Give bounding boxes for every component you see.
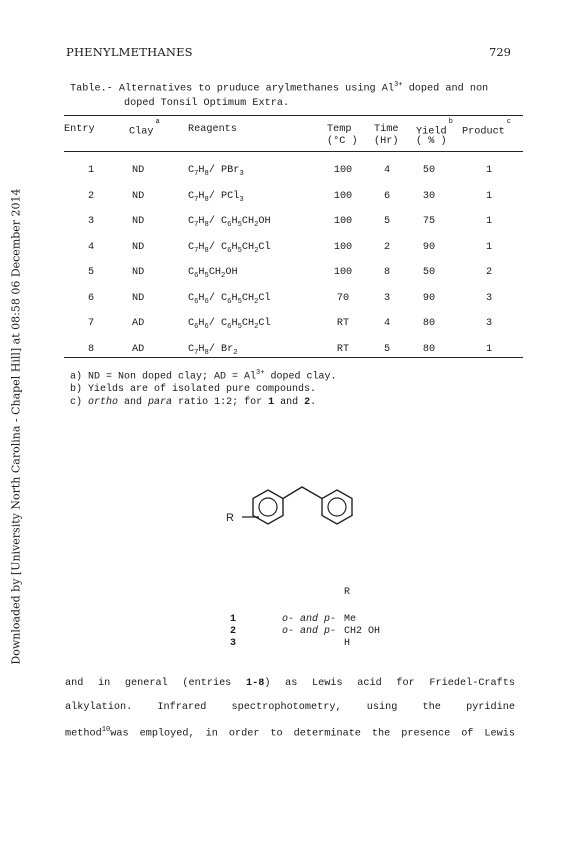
cell-temp: 100 (333, 241, 353, 253)
cell-product: 1 (485, 241, 493, 253)
cell-reagents: $C_7H_8/$ PCl$_3$ (188, 190, 244, 204)
body-line-2: alkylation. Infrared spectrophotometry, using the pyridine (65, 701, 515, 713)
cell-time: 3 (383, 292, 391, 304)
cell-reagents: $C_6H_6/$ $C_6H_5CH_2Cl$ (188, 318, 271, 332)
methylene-bridge (283, 487, 322, 499)
running-head: PHENYLMETHANES (66, 45, 193, 59)
compound-substituent: Me (344, 614, 357, 625)
cell-reagents: $C_6H_5CH_2OH$ (188, 267, 238, 281)
cell-temp: RT (336, 343, 350, 355)
cell-time: 6 (383, 190, 391, 202)
cell-temp: 100 (333, 267, 353, 278)
cell-entry: 5 (87, 267, 95, 278)
cell-clay: ND (132, 267, 145, 278)
cell-product: 3 (485, 318, 493, 329)
compound-number: 1 (230, 614, 237, 625)
compound-number: 3 (230, 638, 237, 649)
cell-reagents: $C_6H_6/$ $C_6H_5CH_2Cl$ (188, 292, 271, 306)
cell-time: 5 (383, 343, 391, 355)
cell-yield: 90 (422, 292, 436, 304)
cell-temp: 100 (333, 165, 353, 176)
download-watermark: Downloaded by [University North Carolina - Chapel Hill] at 08:58 06 December 2014 (9, 188, 23, 665)
header-yield: Yield$^b$ (416, 118, 453, 138)
diphenylmethane-structure (220, 478, 380, 553)
table-bottom-rule (64, 357, 523, 358)
table-caption (70, 78, 488, 111)
cell-clay: ND (132, 165, 145, 176)
cell-entry: 2 (87, 190, 95, 202)
caption-line1-end: doped and non (402, 83, 489, 95)
footnote-b: b) Yields are of isolated pure compounds. (70, 384, 317, 396)
cell-entry: 8 (87, 343, 95, 355)
cell-temp: RT (336, 318, 350, 329)
table-top-rule (64, 115, 523, 116)
cell-clay: ND (132, 216, 145, 227)
cell-product: 2 (485, 267, 493, 278)
cell-yield: 50 (422, 165, 436, 176)
compound-substituent: H (344, 638, 351, 649)
header-clay-note: a (155, 118, 160, 126)
caption-line1: Table.- Alternatives to pruduce arylmethanes using Al (70, 83, 395, 95)
compound-position: o- and p- (282, 626, 337, 637)
header-entry: Entry (64, 124, 95, 135)
header-time: Time (374, 124, 399, 135)
cell-yield: 50 (422, 267, 436, 278)
substituent-r-label: R (226, 512, 234, 524)
cell-entry: 3 (87, 216, 95, 227)
cell-time: 8 (383, 267, 391, 278)
cell-product: 1 (485, 343, 493, 355)
cell-reagents: $C_7H_8/$ $C_6H_5CH_2Cl$ (188, 241, 271, 255)
compound-position: o- and p- (282, 614, 337, 625)
cell-clay: ND (132, 292, 145, 304)
cell-product: 1 (485, 216, 493, 227)
cell-reagents: $C_7H_8/$ $C_6H_5CH_2OH$ (188, 216, 271, 230)
cell-yield: 90 (422, 241, 436, 253)
cell-entry: 1 (87, 165, 95, 176)
cell-temp: 100 (333, 190, 353, 202)
cell-product: 3 (485, 292, 493, 304)
caption-superscript: 3+ (394, 81, 403, 89)
right-benzene-ring (322, 490, 352, 524)
table-header-rule (64, 151, 523, 152)
cell-clay: AD (132, 343, 145, 355)
cell-clay: ND (132, 241, 145, 253)
cell-yield: 80 (422, 318, 436, 329)
cell-time: 2 (383, 241, 391, 253)
header-temp-unit: (°C ) (327, 136, 358, 147)
body-paragraph (65, 672, 515, 746)
header-clay: Clay$^a$ (129, 118, 160, 138)
cell-product: 1 (485, 190, 493, 202)
compound-substituent: CH2 OH (344, 626, 381, 637)
header-time-unit: (Hr) (374, 136, 399, 147)
header-product: Product$^c$ (462, 118, 512, 138)
caption-line2: doped Tonsil Optimum Extra. (124, 98, 290, 110)
cell-clay: ND (132, 190, 145, 202)
footnote-c: c) ortho and para ratio 1:2; for 1 and 2. (70, 397, 317, 409)
cell-entry: 7 (87, 318, 95, 329)
cell-reagents: $C_7H_8/$ PBr$_3$ (188, 165, 244, 179)
cell-time: 4 (383, 165, 391, 176)
footnote-a: a) ND = Non doped clay; AD = $Al^{3+}$ doped clay. (70, 369, 337, 383)
cell-temp: 100 (333, 216, 353, 227)
header-yield-unit: ( % ) (416, 136, 447, 147)
cell-entry: 4 (87, 241, 95, 253)
cell-yield: 30 (422, 190, 436, 202)
header-product-note: c (506, 118, 512, 126)
cell-time: 4 (383, 318, 391, 329)
r-column-header: R (344, 587, 351, 598)
table-footnotes (70, 367, 336, 409)
header-temp: Temp (327, 124, 352, 135)
page-number: 729 (489, 45, 511, 59)
cell-entry: 6 (87, 292, 95, 304)
body-line-3: method$^{10}$was employed, in order to determinate the presence of Lewis (65, 726, 515, 740)
right-aromatic-circle (328, 498, 346, 516)
cell-reagents: $C_7H_8/$ $Br_2$ (188, 343, 238, 357)
cell-yield: 80 (422, 343, 436, 355)
header-yield-note: b (448, 118, 453, 126)
header-reagents: Reagents (188, 124, 237, 135)
cell-yield: 75 (422, 216, 436, 227)
cell-time: 5 (383, 216, 391, 227)
cell-product: 1 (485, 165, 493, 176)
left-aromatic-circle (259, 498, 277, 516)
body-line-1: and in general (entries 1-8) as Lewis acid for Friedel-Crafts (65, 678, 515, 689)
cell-clay: AD (132, 318, 145, 329)
compound-number: 2 (230, 626, 237, 637)
left-benzene-ring (253, 490, 283, 524)
cell-temp: 70 (336, 292, 350, 304)
